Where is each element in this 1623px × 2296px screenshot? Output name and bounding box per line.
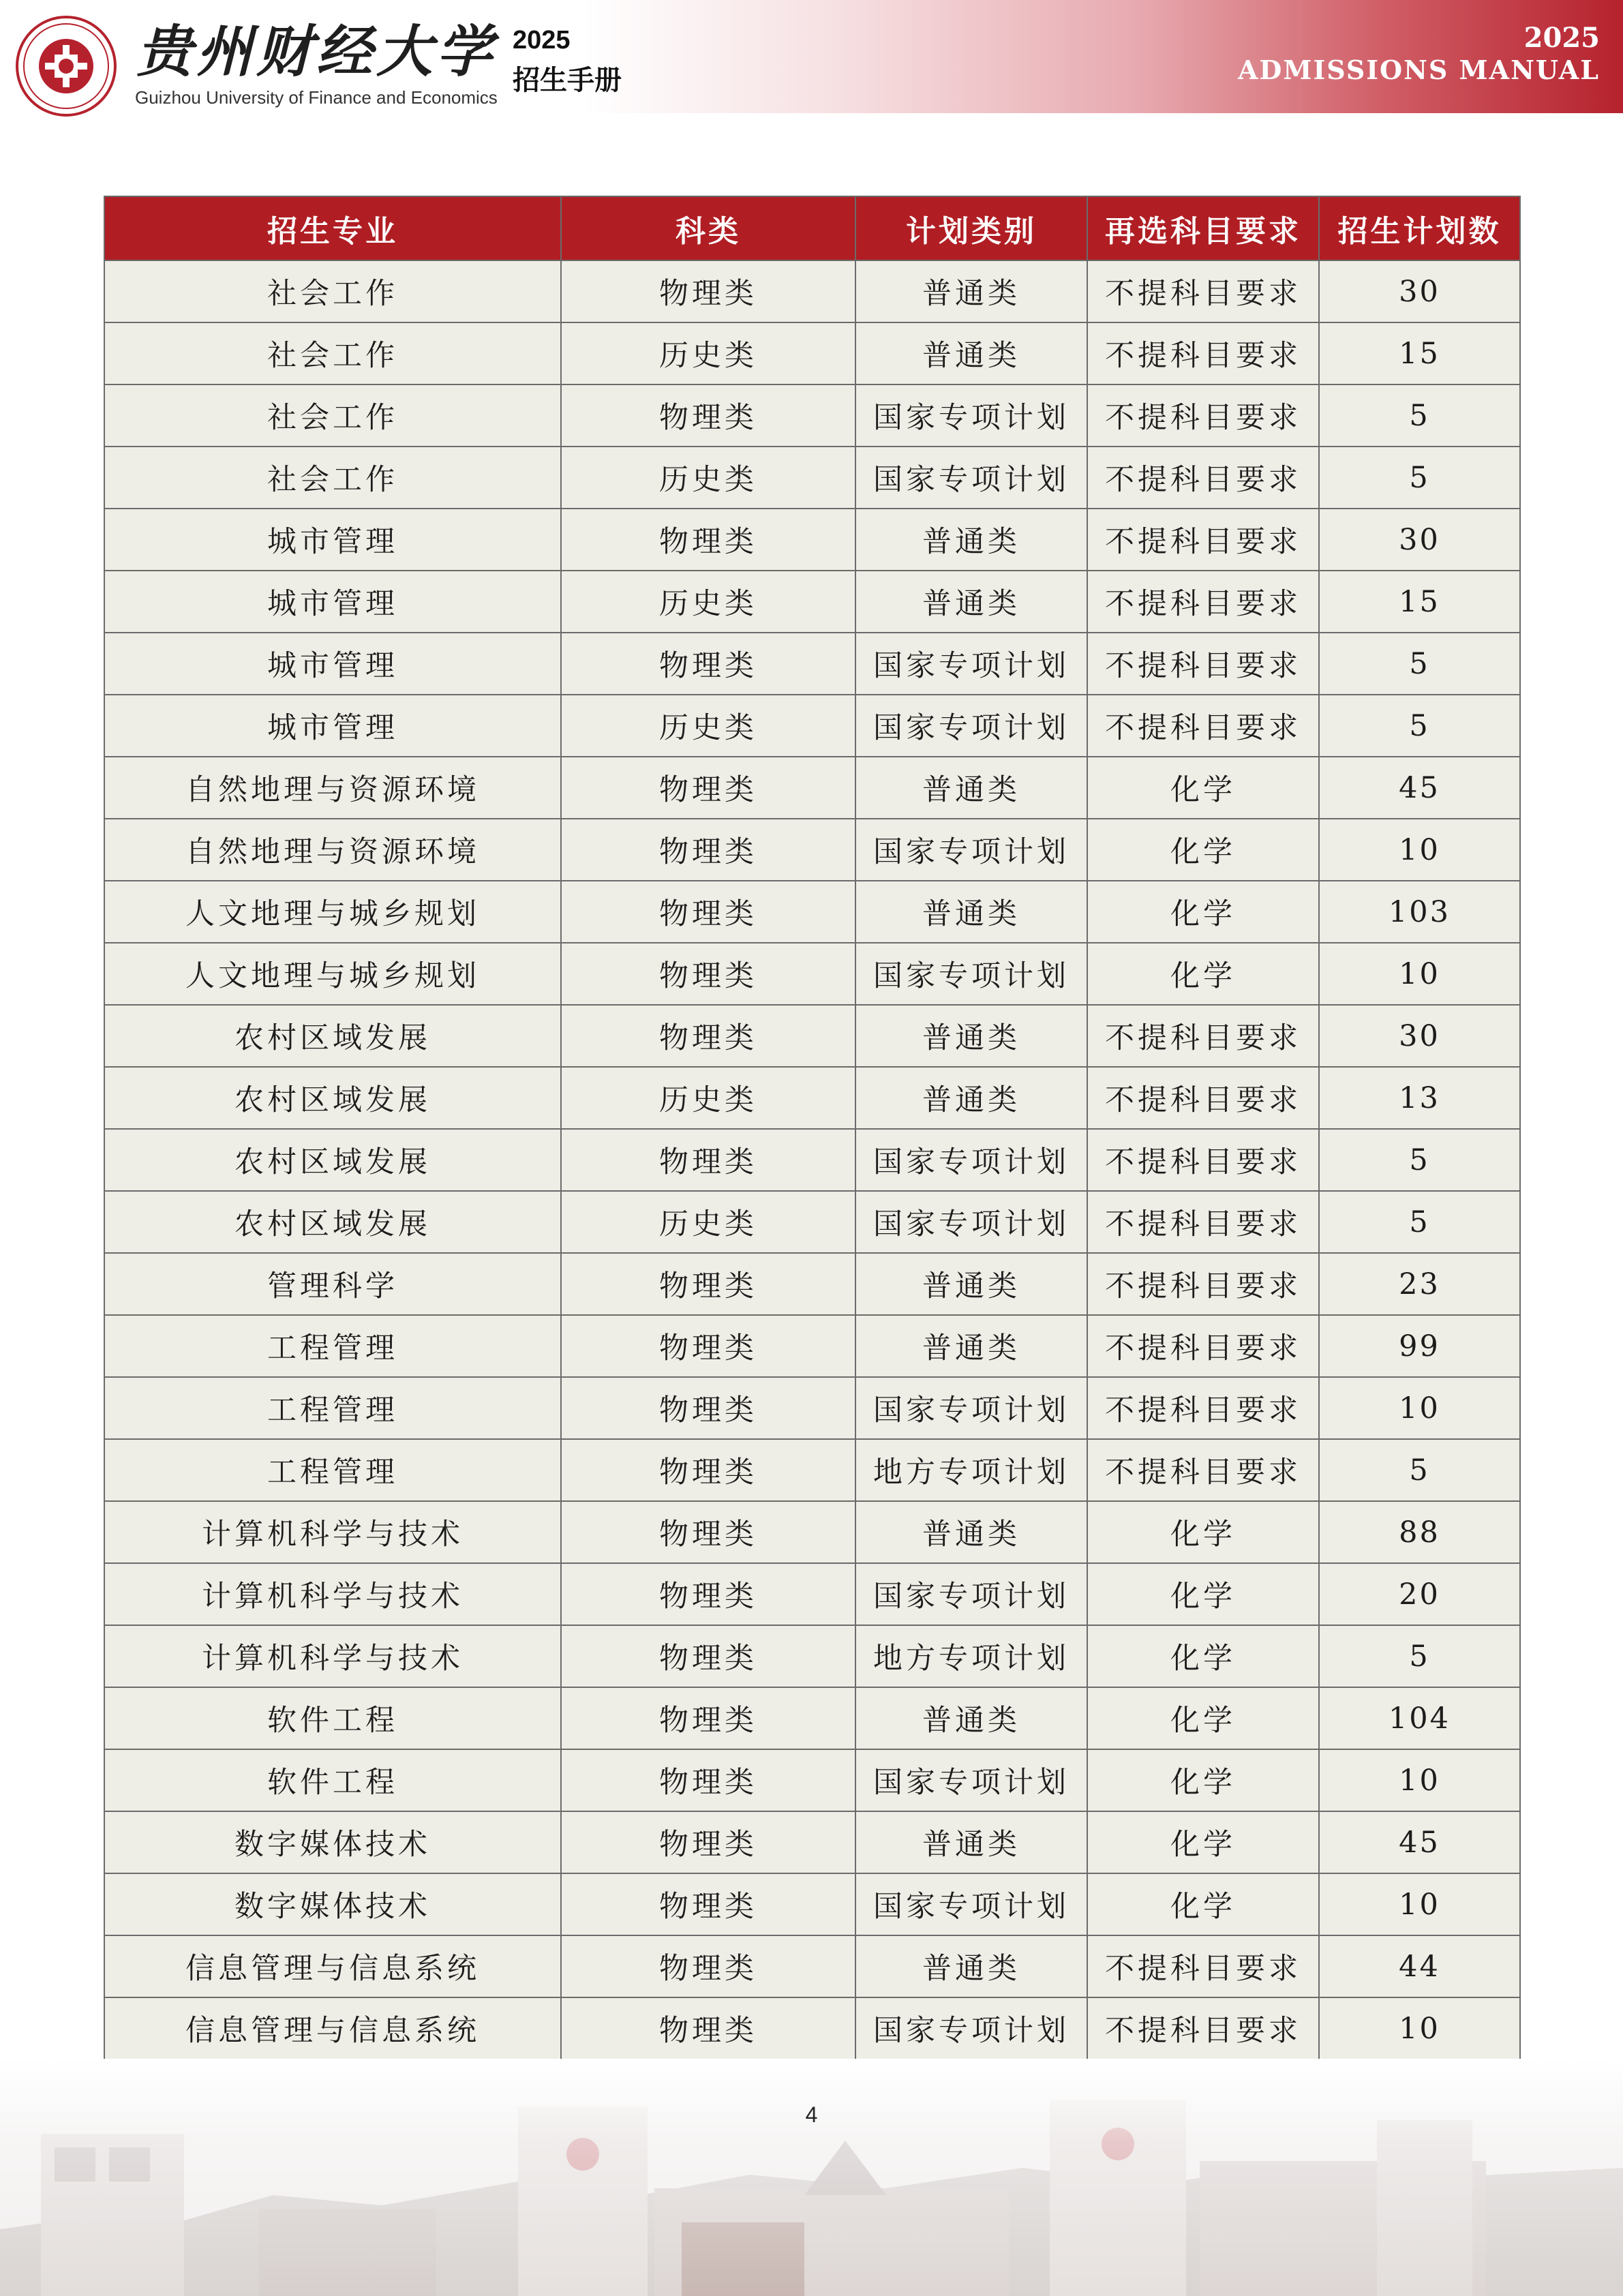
elective-requirement-cell: 不提科目要求 (1087, 447, 1319, 509)
elective-requirement-cell: 不提科目要求 (1087, 1253, 1319, 1315)
subject-category-cell: 物理类 (561, 633, 855, 695)
subject-category-cell: 物理类 (561, 1997, 855, 2059)
major-cell: 城市管理 (104, 571, 561, 633)
header-right-title: ADMISSIONS MANUAL (1237, 55, 1600, 85)
plan-count-cell: 44 (1319, 1935, 1520, 1997)
table-row (104, 322, 1520, 384)
plan-count-cell: 5 (1319, 1191, 1520, 1253)
table-row (104, 1005, 1520, 1067)
plan-count-cell: 15 (1319, 322, 1520, 384)
plan-count-cell: 5 (1319, 695, 1520, 757)
table-row (104, 1935, 1520, 1997)
plan-count-cell: 104 (1319, 1687, 1520, 1749)
major-cell: 软件工程 (104, 1749, 561, 1811)
subject-category-cell: 历史类 (561, 571, 855, 633)
elective-requirement-cell: 不提科目要求 (1087, 1315, 1319, 1377)
major-cell: 工程管理 (104, 1377, 561, 1439)
plan-type-cell: 国家专项计划 (855, 943, 1087, 1005)
table-header-col-subject-category: 科类 (561, 196, 855, 260)
plan-type-cell: 普通类 (855, 322, 1087, 384)
table-row (104, 1253, 1520, 1315)
table-row (104, 1749, 1520, 1811)
major-cell: 社会工作 (104, 260, 561, 322)
table-row (104, 1811, 1520, 1873)
table-row (104, 1625, 1520, 1687)
elective-requirement-cell: 不提科目要求 (1087, 509, 1319, 571)
admissions-plan-table (104, 196, 1521, 2060)
plan-count-cell: 23 (1319, 1253, 1520, 1315)
elective-requirement-cell: 化学 (1087, 881, 1319, 943)
elective-requirement-cell: 化学 (1087, 819, 1319, 881)
subject-category-cell: 物理类 (561, 943, 855, 1005)
plan-count-cell: 5 (1319, 384, 1520, 447)
elective-requirement-cell: 化学 (1087, 1811, 1319, 1873)
elective-requirement-cell: 不提科目要求 (1087, 260, 1319, 322)
plan-type-cell: 地方专项计划 (855, 1439, 1087, 1501)
elective-requirement-cell: 化学 (1087, 1749, 1319, 1811)
elective-requirement-cell: 不提科目要求 (1087, 1935, 1319, 1997)
major-cell: 自然地理与资源环境 (104, 757, 561, 819)
subject-category-cell: 物理类 (561, 1377, 855, 1439)
plan-type-cell: 普通类 (855, 1687, 1087, 1749)
admissions-table-container (104, 196, 1519, 2060)
major-cell: 社会工作 (104, 322, 561, 384)
elective-requirement-cell: 不提科目要求 (1087, 633, 1319, 695)
plan-count-cell: 10 (1319, 1749, 1520, 1811)
plan-count-cell: 10 (1319, 819, 1520, 881)
major-cell: 信息管理与信息系统 (104, 1935, 561, 1997)
plan-type-cell: 国家专项计划 (855, 819, 1087, 881)
plan-count-cell: 5 (1319, 1439, 1520, 1501)
subject-category-cell: 物理类 (561, 1935, 855, 1997)
major-cell: 计算机科学与技术 (104, 1563, 561, 1625)
subject-category-cell: 物理类 (561, 819, 855, 881)
elective-requirement-cell: 不提科目要求 (1087, 384, 1319, 447)
table-row (104, 509, 1520, 571)
table-row (104, 1067, 1520, 1129)
elective-requirement-cell: 不提科目要求 (1087, 571, 1319, 633)
elective-requirement-cell: 不提科目要求 (1087, 1129, 1319, 1191)
major-cell: 农村区域发展 (104, 1067, 561, 1129)
elective-requirement-cell: 不提科目要求 (1087, 1377, 1319, 1439)
plan-count-cell: 20 (1319, 1563, 1520, 1625)
subject-category-cell: 历史类 (561, 322, 855, 384)
table-row (104, 633, 1520, 695)
subject-category-cell: 物理类 (561, 1687, 855, 1749)
plan-type-cell: 国家专项计划 (855, 447, 1087, 509)
table-row (104, 1873, 1520, 1935)
table-row (104, 1563, 1520, 1625)
major-cell: 软件工程 (104, 1687, 561, 1749)
elective-requirement-cell: 不提科目要求 (1087, 1067, 1319, 1129)
major-cell: 信息管理与信息系统 (104, 1997, 561, 2059)
major-cell: 自然地理与资源环境 (104, 819, 561, 881)
table-row (104, 943, 1520, 1005)
plan-count-cell: 5 (1319, 1129, 1520, 1191)
table-row (104, 1997, 1520, 2059)
subject-category-cell: 物理类 (561, 1873, 855, 1935)
plan-type-cell: 地方专项计划 (855, 1625, 1087, 1687)
major-cell: 城市管理 (104, 695, 561, 757)
university-name-cn: 贵州财经大学 (136, 19, 496, 85)
plan-type-cell: 普通类 (855, 1315, 1087, 1377)
elective-requirement-cell: 化学 (1087, 757, 1319, 819)
table-row (104, 819, 1520, 881)
header-title: 招生手册 (513, 65, 622, 96)
elective-requirement-cell: 不提科目要求 (1087, 1997, 1319, 2059)
plan-count-cell: 10 (1319, 1997, 1520, 2059)
table-row (104, 571, 1520, 633)
subject-category-cell: 历史类 (561, 1191, 855, 1253)
university-name-en: Guizhou University of Finance and Economics (135, 87, 498, 108)
plan-count-cell: 5 (1319, 1625, 1520, 1687)
campus-building-watermark (0, 2059, 1623, 2296)
subject-category-cell: 物理类 (561, 1439, 855, 1501)
table-row (104, 260, 1520, 322)
elective-requirement-cell: 化学 (1087, 943, 1319, 1005)
subject-category-cell: 物理类 (561, 384, 855, 447)
subject-category-cell: 物理类 (561, 260, 855, 322)
plan-type-cell: 普通类 (855, 1067, 1087, 1129)
major-cell: 工程管理 (104, 1439, 561, 1501)
subject-category-cell: 物理类 (561, 1253, 855, 1315)
plan-type-cell: 普通类 (855, 1811, 1087, 1873)
table-header-col-plan-count: 招生计划数 (1319, 196, 1520, 260)
elective-requirement-cell: 化学 (1087, 1501, 1319, 1563)
plan-count-cell: 13 (1319, 1067, 1520, 1129)
subject-category-cell: 物理类 (561, 1315, 855, 1377)
major-cell: 计算机科学与技术 (104, 1625, 561, 1687)
plan-count-cell: 99 (1319, 1315, 1520, 1377)
header-right-year: 2025 (1523, 22, 1600, 54)
plan-type-cell: 普通类 (855, 1005, 1087, 1067)
plan-count-cell: 30 (1319, 260, 1520, 322)
subject-category-cell: 物理类 (561, 757, 855, 819)
plan-type-cell: 国家专项计划 (855, 1191, 1087, 1253)
major-cell: 社会工作 (104, 384, 561, 447)
table-row (104, 1501, 1520, 1563)
table-row (104, 1129, 1520, 1191)
subject-category-cell: 物理类 (561, 1501, 855, 1563)
table-header-col-elective-requirement: 再选科目要求 (1087, 196, 1319, 260)
major-cell: 城市管理 (104, 633, 561, 695)
table-row (104, 384, 1520, 447)
university-seal-icon (15, 15, 117, 117)
plan-type-cell: 国家专项计划 (855, 1997, 1087, 2059)
plan-count-cell: 45 (1319, 1811, 1520, 1873)
elective-requirement-cell: 不提科目要求 (1087, 1191, 1319, 1253)
subject-category-cell: 物理类 (561, 1563, 855, 1625)
elective-requirement-cell: 不提科目要求 (1087, 1005, 1319, 1067)
table-row (104, 1687, 1520, 1749)
subject-category-cell: 物理类 (561, 509, 855, 571)
major-cell: 数字媒体技术 (104, 1811, 561, 1873)
major-cell: 农村区域发展 (104, 1191, 561, 1253)
plan-type-cell: 普通类 (855, 571, 1087, 633)
major-cell: 人文地理与城乡规划 (104, 943, 561, 1005)
header-year: 2025 (513, 26, 571, 55)
major-cell: 城市管理 (104, 509, 561, 571)
plan-type-cell: 国家专项计划 (855, 1563, 1087, 1625)
table-row (104, 1377, 1520, 1439)
table-row (104, 757, 1520, 819)
page-number: 4 (805, 2102, 818, 2127)
table-header-col-major: 招生专业 (104, 196, 561, 260)
major-cell: 数字媒体技术 (104, 1873, 561, 1935)
table-header-col-plan-type: 计划类别 (855, 196, 1087, 260)
plan-count-cell: 10 (1319, 943, 1520, 1005)
table-row (104, 1315, 1520, 1377)
plan-count-cell: 30 (1319, 1005, 1520, 1067)
major-cell: 工程管理 (104, 1315, 561, 1377)
table-row (104, 881, 1520, 943)
subject-category-cell: 历史类 (561, 695, 855, 757)
plan-type-cell: 国家专项计划 (855, 384, 1087, 447)
plan-type-cell: 普通类 (855, 1253, 1087, 1315)
plan-type-cell: 国家专项计划 (855, 1873, 1087, 1935)
table-header-row (104, 196, 1520, 260)
plan-type-cell: 普通类 (855, 260, 1087, 322)
major-cell: 农村区域发展 (104, 1005, 561, 1067)
major-cell: 管理科学 (104, 1253, 561, 1315)
subject-category-cell: 历史类 (561, 1067, 855, 1129)
table-row (104, 1439, 1520, 1501)
page-header (0, 0, 1623, 113)
plan-count-cell: 5 (1319, 633, 1520, 695)
table-row (104, 447, 1520, 509)
major-cell: 农村区域发展 (104, 1129, 561, 1191)
elective-requirement-cell: 化学 (1087, 1563, 1319, 1625)
elective-requirement-cell: 化学 (1087, 1687, 1319, 1749)
elective-requirement-cell: 化学 (1087, 1873, 1319, 1935)
subject-category-cell: 物理类 (561, 1625, 855, 1687)
plan-type-cell: 国家专项计划 (855, 1377, 1087, 1439)
plan-count-cell: 88 (1319, 1501, 1520, 1563)
elective-requirement-cell: 不提科目要求 (1087, 322, 1319, 384)
subject-category-cell: 物理类 (561, 1129, 855, 1191)
plan-count-cell: 10 (1319, 1377, 1520, 1439)
plan-type-cell: 普通类 (855, 881, 1087, 943)
plan-type-cell: 国家专项计划 (855, 633, 1087, 695)
elective-requirement-cell: 化学 (1087, 1625, 1319, 1687)
subject-category-cell: 历史类 (561, 447, 855, 509)
elective-requirement-cell: 不提科目要求 (1087, 695, 1319, 757)
plan-type-cell: 国家专项计划 (855, 1749, 1087, 1811)
plan-count-cell: 15 (1319, 571, 1520, 633)
subject-category-cell: 物理类 (561, 1811, 855, 1873)
plan-type-cell: 普通类 (855, 1501, 1087, 1563)
plan-type-cell: 国家专项计划 (855, 695, 1087, 757)
plan-type-cell: 普通类 (855, 1935, 1087, 1997)
table-row (104, 695, 1520, 757)
subject-category-cell: 物理类 (561, 881, 855, 943)
plan-count-cell: 10 (1319, 1873, 1520, 1935)
table-row (104, 1191, 1520, 1253)
major-cell: 人文地理与城乡规划 (104, 881, 561, 943)
table-body (104, 260, 1520, 2059)
plan-count-cell: 30 (1319, 509, 1520, 571)
plan-count-cell: 103 (1319, 881, 1520, 943)
subject-category-cell: 物理类 (561, 1005, 855, 1067)
subject-category-cell: 物理类 (561, 1749, 855, 1811)
plan-count-cell: 45 (1319, 757, 1520, 819)
plan-type-cell: 国家专项计划 (855, 1129, 1087, 1191)
major-cell: 计算机科学与技术 (104, 1501, 561, 1563)
major-cell: 社会工作 (104, 447, 561, 509)
plan-type-cell: 普通类 (855, 757, 1087, 819)
plan-type-cell: 普通类 (855, 509, 1087, 571)
elective-requirement-cell: 不提科目要求 (1087, 1439, 1319, 1501)
plan-count-cell: 5 (1319, 447, 1520, 509)
